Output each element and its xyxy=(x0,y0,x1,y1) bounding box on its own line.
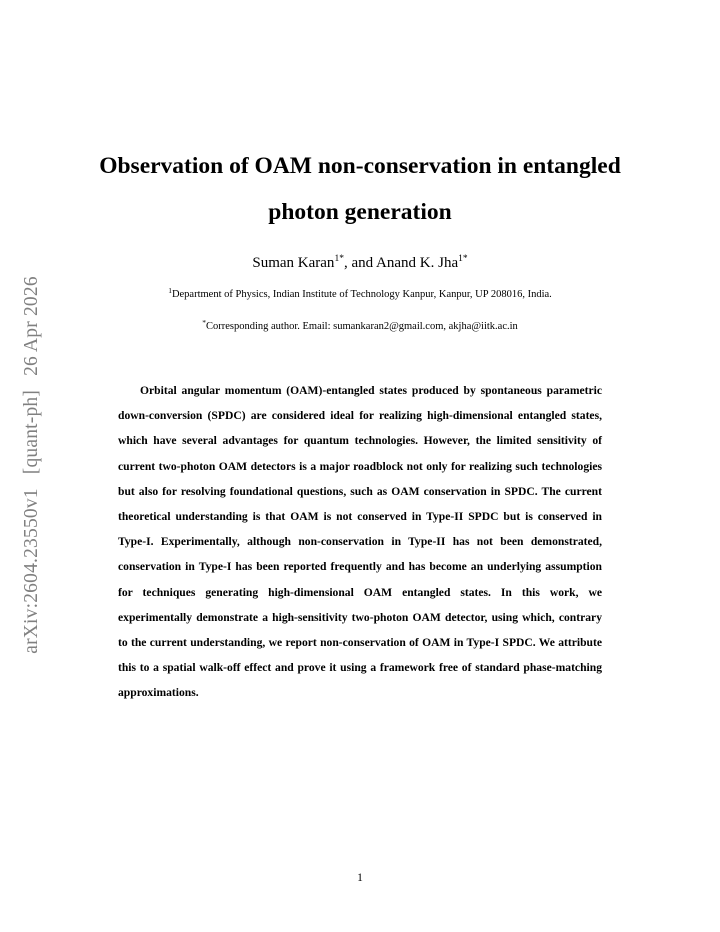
affiliation xyxy=(60,288,660,302)
corresponding-text: Corresponding author. Email: sumankaran2@gmail.com, akjha@iitk.ac.in xyxy=(205,321,518,332)
arxiv-date: 26 Apr 2026 xyxy=(21,276,42,376)
page-number: 1 xyxy=(357,872,363,884)
author-name: Anand K. Jha xyxy=(376,255,459,271)
author-list xyxy=(80,253,640,273)
author-affiliation-mark: 1* xyxy=(458,254,468,264)
author-name: Suman Karan xyxy=(252,255,335,271)
paper-title: Observation of OAM non-conservation in entangled photon generation xyxy=(99,153,621,225)
abstract: Orbital angular momentum (OAM)-entangled states produced by spontaneous parametric down-conversion (SPDC) are considered ideal for realizing high-dimensional entangled states, which have several advantages for quantum technologies. However, the limited sensitivity of current two-photon OAM detectors is a major roadblock not only for realizing such technologies but also for resolving foundational questions, such as OAM conservation in SPDC. The current theoretical understanding is that OAM is not conserved in Type-II SPDC but is conserved in Type-I. Experimentally, although non-conservation in Type-II has not been demonstrated, conservation in Type-I has been reported frequently and has become an underlying assumption for techniques generating high-dimensional OAM entangled states. In this work, we experimentally demonstrate a high-sensitivity two-photon OAM detector, using which, contrary to the current understanding, we report non-conservation of OAM in Type-I SPDC. We attribute this to a spatial walk-off effect and prove it using a framework free of standard phase-matching approximations. xyxy=(118,384,602,700)
arxiv-category: [quant-ph] xyxy=(21,389,42,475)
corresponding-author xyxy=(60,320,660,334)
arxiv-identifier-stamp xyxy=(21,276,43,654)
author-affiliation-mark: 1* xyxy=(334,254,344,264)
arxiv-id: arXiv:2604.23550v1 xyxy=(21,488,42,654)
affiliation-text: Department of Physics, Indian Institute of Technology Kanpur, Kanpur, UP 208016, India. xyxy=(171,289,552,300)
author-separator: , and xyxy=(343,255,377,271)
corresponding-mark: * xyxy=(202,318,206,327)
affiliation-mark: 1 xyxy=(168,286,172,295)
